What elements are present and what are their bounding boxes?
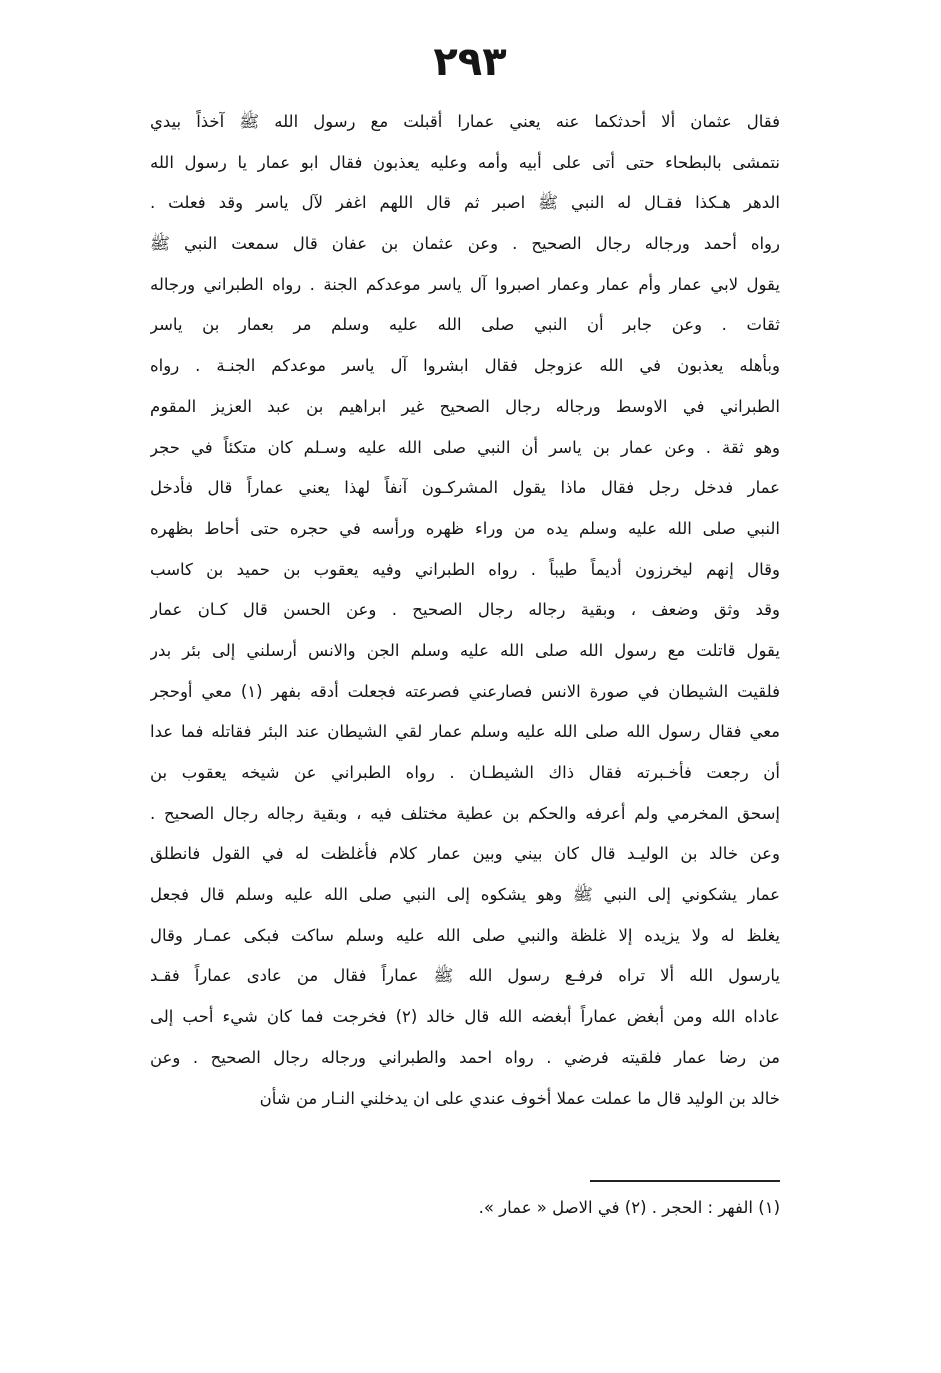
text-line: يغلظ له ولا يزيده إلا غلظة والنبي صلى الله عليه وسلم ساكت فبكى عمـار وقال <box>150 925 780 945</box>
text-line: فقال عثمان ألا أحدثكما عنه يعني عمارا أقبلت مع رسول الله ﷺ آخذاً بيدي <box>150 112 780 131</box>
page-number: ٢٩٣ <box>433 39 507 85</box>
text-line: وعن خالد بن الوليـد قال كان بيني وبين عمار كلام فأغلظت له في القول فانطلق <box>150 844 780 864</box>
text-line: نتمشى بالبطحاء حتى أتى على أبيه وأمه وعليه يعذبون فقال ابو عمار يا رسول الله <box>150 152 780 172</box>
text-line: عاداه الله ومن أبغض عماراً أبغضه الله قال خالد (٢) فخرجت فما كان شيء أحب إلى <box>150 1007 780 1027</box>
body-text <box>150 102 780 1119</box>
text-line: وبأهله يعذبون في الله عزوجل فقال ابشروا آل ياسر موعدكم الجنـة . رواه <box>150 356 780 376</box>
text-line: أن رجعت فأخـبرته فقال ذاك الشيطـان . رواه الطبراني عن شيخه يعقوب بن <box>150 763 780 782</box>
text-line: وقد وثق وضعف ، وبقية رجاله رجال الصحيح . وعن الحسن قال كـان عمار <box>150 600 780 620</box>
text-line: يقول لابي عمار وأم عمار وعمار اصبروا آل ياسر موعدكم الجنة . رواه الطبراني ورجاله <box>150 274 780 294</box>
footnotes: (١) الفهر : الحجر . (٢) في الاصل « عمار ». <box>478 1198 780 1217</box>
text-line: فلقيت الشيطان في صورة الانس فصارعني فصرعته فجعلت أدقه بفهر (١) معي أوحجر <box>150 681 780 701</box>
text-line: الطبراني في الاوسط ورجاله رجال الصحيح غير ابراهيم بن عبد العزيز المقوم <box>150 396 780 416</box>
text-line: إسحق المخرمي ولم أعرفه والحكم بن عطية مختلف فيه ، وبقية رجاله رجال الصحيح . <box>150 803 780 823</box>
text-line: يقول قاتلت مع رسول الله صلى الله عليه وسلم الجن والانس أرسلني إلى بئر بدر <box>150 640 780 660</box>
text-line: معي فقال رسول الله صلى الله عليه وسلم عمار لقي الشيطان عند البئر فقاتله فما عدا <box>150 722 780 742</box>
text-line: خالد بن الوليد قال ما عملت عملا أخوف عندي على ان يدخلني النـار من شأن <box>259 1088 780 1108</box>
text-line: يارسول الله ألا تراه فرفـع رسول الله ﷺ عماراً فقال من عادى عماراً فقـد <box>150 966 780 986</box>
text-line: النبي صلى الله عليه وسلم يده من وراء ظهره ورأسه في حجره حتى أحاط بظهره <box>150 518 780 538</box>
text-line: من رضا عمار فلقيته فرضي . رواه احمد والطبراني ورجاله رجال الصحيح . وعن <box>150 1047 780 1067</box>
text-line: ثقات . وعن جابر أن النبي صلى الله عليه وسلم مر بعمار بن ياسر <box>150 315 780 335</box>
footnote-separator <box>590 1180 780 1182</box>
text-line: الدهر هـكذا فقـال له النبي ﷺ اصبر ثم قال اللهم اغفر لآل ياسر وقد فعلت . <box>150 193 780 213</box>
text-line: وهو ثقة . وعن عمار بن ياسر أن النبي صلى الله عليه وسـلم كان متكئاً في حجر <box>150 437 780 457</box>
text-line: رواه أحمد ورجاله رجال الصحيح . وعن عثمان بن عفان قال سمعت النبي ﷺ <box>150 234 780 254</box>
text-line: وقال إنهم ليخرزون أديماً طيباً . رواه الطبراني وفيه يعقوب بن حميد بن كاسب <box>150 559 780 579</box>
text-line: عمار يشكوني إلى النبي ﷺ وهو يشكوه إلى النبي صلى الله عليه وسلم قال فجعل <box>150 885 780 905</box>
text-line: عمار فدخل رجل فقال ماذا يقول المشركـون آنفاً لهذا يعني عماراً قال فأدخل <box>150 478 780 498</box>
